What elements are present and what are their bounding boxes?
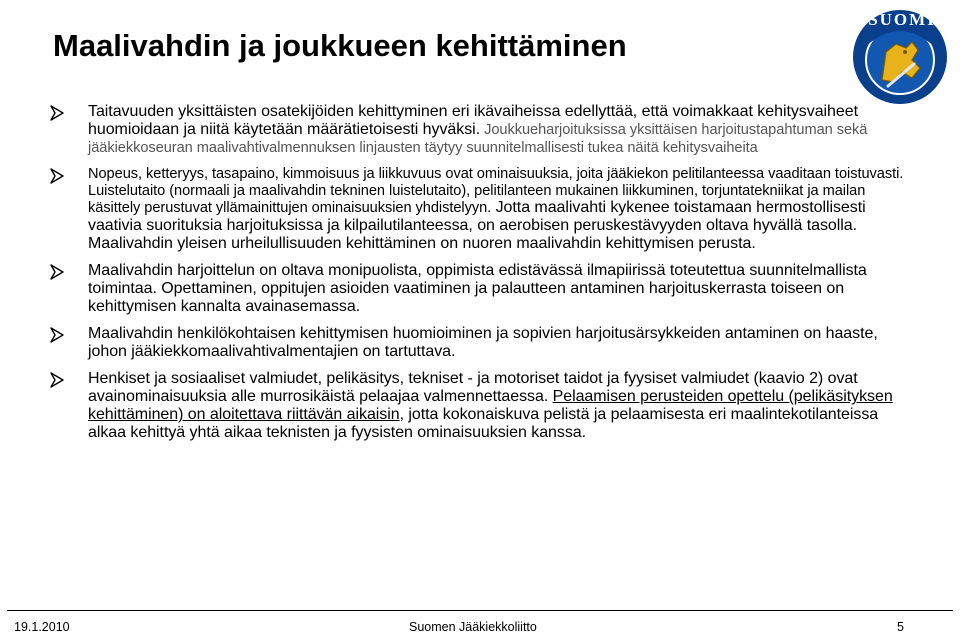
arrow-bullet-icon bbox=[50, 372, 66, 388]
bullet-item bbox=[48, 325, 908, 361]
footer-date: 19.1.2010 bbox=[14, 620, 70, 634]
footer-page-number: 5 bbox=[897, 620, 904, 634]
bullet-item bbox=[48, 370, 908, 442]
bullet-text-segment: Maalivahdin henkilökohtaisen kehittymisen huomioiminen ja sopivien harjoitusärsykkeiden antaminen on haaste, johon jääkiekkomaalivahtivalmentajien on tartuttava. bbox=[88, 325, 878, 361]
bullet-text bbox=[88, 370, 908, 442]
bullet-item bbox=[48, 103, 908, 157]
arrow-bullet-icon bbox=[50, 327, 66, 343]
bullet-item bbox=[48, 166, 908, 253]
bullet-text bbox=[88, 103, 908, 157]
arrow-bullet-icon bbox=[50, 264, 66, 280]
logo-wordmark: SUOMI bbox=[868, 10, 936, 29]
bullet-text-segment: Pelaamisen perusteiden opettelu (pelikäsityksen kehittäminen) on aloitettava riittävän aikaisin bbox=[88, 388, 893, 424]
bullet-text-segment: , jotta kokonaiskuva pelistä ja pelaamisesta eri maalintekotilanteissa alkaa kehittyä yhtä aikaa teknisten ja fyysisten ominaisuuksien kanssa. bbox=[88, 406, 879, 442]
page-title: Maalivahdin ja joukkueen kehittäminen bbox=[53, 28, 627, 63]
bullet-text bbox=[88, 325, 908, 361]
bullet-text bbox=[88, 166, 908, 253]
bullet-text-segment: Jotta maalivahti kykenee toistamaan hermostollisesti vaativia suorituksia harjoituksissa ja kilpailutilanteessa, on aerobisen peruskestävyyden oltava hyvällä tasolla. Maalivahdin yleisen urheilullisuuden kehittäminen on nuoren maalivahdin kehittymisen perusta. bbox=[88, 199, 866, 253]
arrow-bullet-icon bbox=[50, 168, 66, 184]
footer-divider bbox=[7, 610, 953, 611]
bullet-text-segment: Joukkueharjoituksissa yksittäisen harjoitustapahtuman sekä jääkiekkoseuran maalivahtivalmennuksen linjausten täytyy suunnitelmallisesti tukea näitä kehitysvaiheita bbox=[88, 122, 868, 156]
bullet-text bbox=[88, 262, 908, 316]
footer-organization: Suomen Jääkiekkoliitto bbox=[409, 620, 537, 634]
bullet-text-segment: Maalivahdin harjoittelun on oltava monipuolista, oppimista edistävässä ilmapiirissä toteutettua suunnitelmallista toimintaa. Opettaminen, oppitujen asioiden vaatiminen ja palautteen antaminen harjoituskerrasta toiseen on kehittymisen kannalta avainasemassa. bbox=[88, 262, 867, 316]
bullet-item bbox=[48, 262, 908, 316]
bullet-text-segment: Nopeus, ketteryys, tasapaino, kimmoisuus ja liikkuvuus ovat ominaisuuksia, joita jääkiekon pelitilanteessa vaaditaan toistuvasti. Luistelutaito (normaali ja maalivahdin tekninen luistelutaito), pelitilanteen mukainen liikkuminen, torjuntatekniikat ja mailan käsittely perustuvat yllämainittujen ominaisuuksien yhdistelyyn. bbox=[88, 166, 904, 217]
bullet-text-segment: Henkiset ja sosiaaliset valmiudet, pelikäsitys, tekniset - ja motoriset taidot ja fyysiset valmiudet (kaavio 2) ovat avainominaisuuksia alle murrosikäistä pelaajaa valmennettaessa. bbox=[88, 370, 858, 406]
bullet-text-segment: Taitavuuden yksittäisten osatekijöiden kehittyminen eri ikävaiheissa edellyttää, että voimakkaat kehitysvaiheet huomioidaan ja niitä käytetään määrätietoisesti hyväksi. bbox=[88, 103, 858, 138]
arrow-bullet-icon bbox=[50, 105, 66, 121]
bullet-list bbox=[48, 103, 908, 451]
